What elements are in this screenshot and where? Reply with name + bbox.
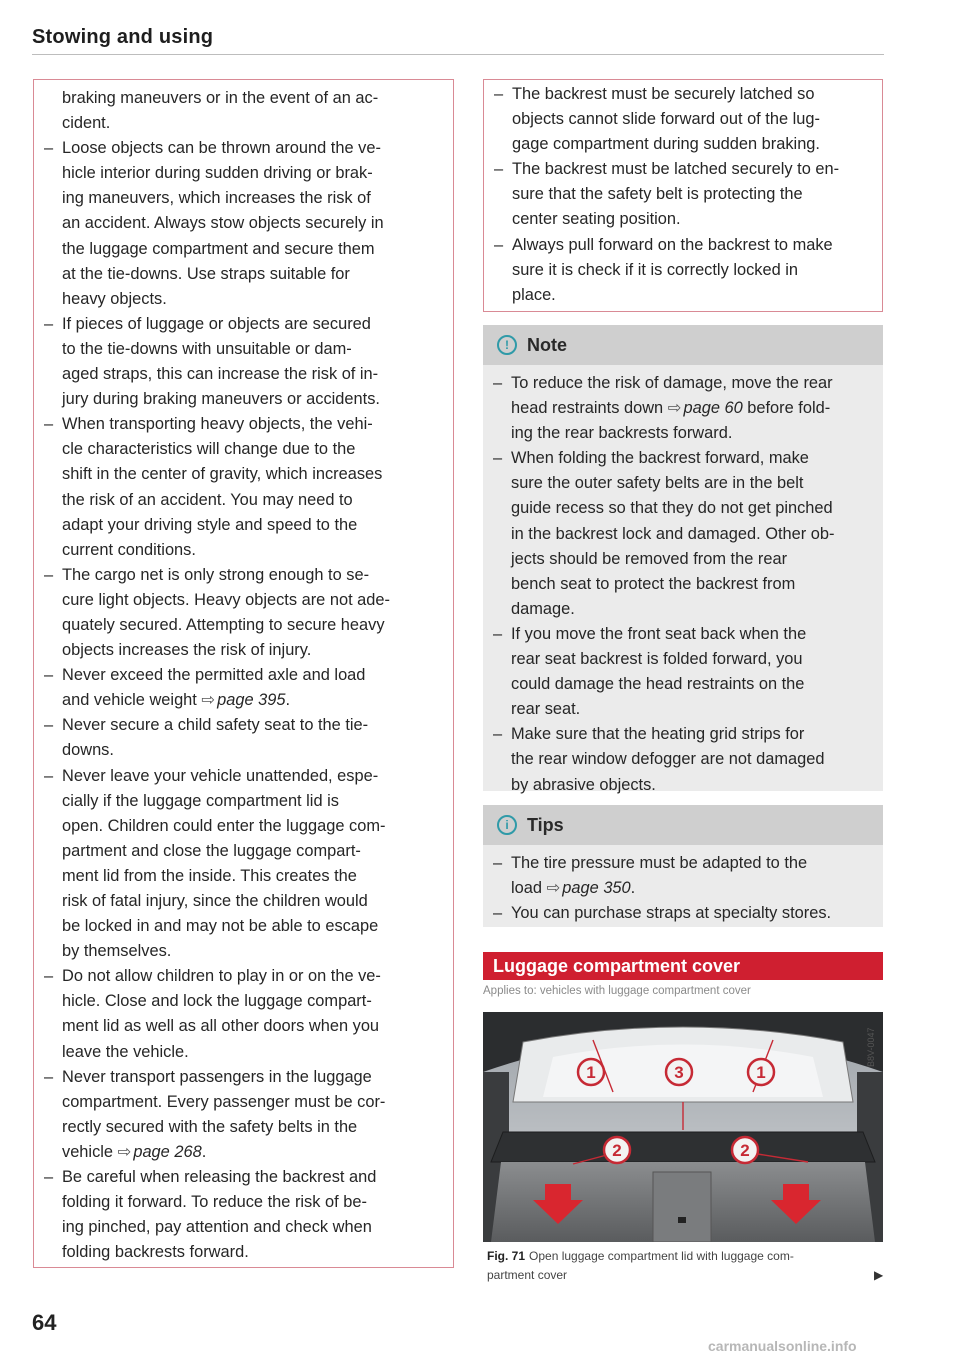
list-item: – Do not allow children to play in or on the ve- hicle. Close and lock the luggage compart- ment lid as well as all other doors when you leave the vehicle. <box>62 964 443 1064</box>
warning-box-continued <box>33 79 454 1268</box>
xref-arrow-icon: ⇨ <box>117 1142 132 1161</box>
list-item: – Never exceed the permitted axle and load and vehicle weight ⇨ page 395. <box>62 663 443 713</box>
list-item: – The tire pressure must be adapted to the load ⇨ page 350. <box>511 851 873 901</box>
section-title-bar: Luggage compartment cover <box>483 952 883 980</box>
backrest-warning-list <box>484 80 882 308</box>
list-item: – Always pull forward on the backrest to make sure it is check if it is correctly locked in place. <box>512 233 872 308</box>
watermark: carmanualsonline.info <box>708 1338 857 1354</box>
caption-text: Open luggage compartment lid with luggage com- partment cover <box>487 1249 794 1282</box>
note-header <box>483 325 883 365</box>
page-reference-link[interactable]: page 395 <box>217 691 286 710</box>
info-icon: i <box>497 815 517 835</box>
list-item: – The backrest must be securely latched so objects cannot slide forward out of the lug- gage compartment during sudden braking. <box>512 82 872 157</box>
note-box <box>483 325 883 794</box>
tips-header <box>483 805 883 845</box>
figure-callout-3 <box>666 1059 692 1085</box>
xref-arrow-icon: ⇨ <box>667 399 682 418</box>
page-reference-link[interactable]: page 350 <box>562 879 631 898</box>
xref-arrow-icon: ⇨ <box>201 691 216 710</box>
applies-to-text: Applies to: vehicles with luggage compartment cover <box>483 985 751 997</box>
list-item: – Never leave your vehicle unattended, espe- cially if the luggage compartment lid is open. Children could enter the luggage com- partment and close the luggage compart- ment lid from the inside. This creates the risk of fatal injury, since the children would be locked in and may not be able to escape by themselves. <box>62 764 443 965</box>
list-item: – Never transport passengers in the luggage compartment. Every passenger must be cor- rectly secured with the safety belts in the vehicle ⇨ page 268. <box>62 1065 443 1165</box>
tips-list <box>483 845 883 926</box>
luggage-cover-figure <box>483 1012 883 1242</box>
caption-label: Fig. 71 <box>487 1249 526 1263</box>
continue-arrow-icon: ▶ <box>874 1268 884 1282</box>
svg-text:1: 1 <box>586 1063 596 1082</box>
luggage-compartment-illustration <box>483 1012 883 1242</box>
exclamation-icon: ! <box>497 335 517 355</box>
list-item: – If you move the front seat back when the rear seat backrest is folded forward, you could damage the head restraints on the rear seat. <box>511 622 873 722</box>
list-item: – The cargo net is only strong enough to se- cure light objects. Heavy objects are not ade- quately secured. Attempting to secure heavy objects increases the risk of injury. <box>62 563 443 663</box>
svg-text:2: 2 <box>612 1141 622 1160</box>
list-item: – Loose objects can be thrown around the ve- hicle interior during sudden driving or brak- ing maneuvers, which increases the risk of an accident. Always stow objects securely in the luggage compartment and secure them at the tie-downs. Use straps suitable for heavy objects. <box>62 136 443 312</box>
note-list <box>483 365 883 798</box>
figure-callout-1 <box>748 1059 774 1085</box>
list-item: – When folding the backrest forward, make sure the outer safety belts are in the belt guide recess so that they do not get pinched in the backrest lock and damaged. Other ob- jects should be removed from the rear bench seat to protect the backrest from damage. <box>511 446 873 622</box>
list-item: – You can purchase straps at specialty stores. <box>511 901 873 926</box>
list-item: – When transporting heavy objects, the vehi- cle characteristics will change due to the shift in the center of gravity, which increases the risk of an accident. You may need to adapt your driving style and speed to the current conditions. <box>62 412 443 563</box>
header-divider <box>32 54 884 55</box>
figure-code: B8V-0047 <box>866 1027 876 1067</box>
page-reference-link[interactable]: page 268 <box>133 1142 202 1161</box>
svg-text:3: 3 <box>674 1063 684 1082</box>
figure-caption <box>487 1247 867 1285</box>
section-header-title: Stowing and using <box>32 26 214 48</box>
figure-callout-2 <box>732 1137 758 1163</box>
list-item: – If pieces of luggage or objects are secured to the tie-downs with unsuitable or dam- aged straps, this can increase the risk of in- jury during braking maneuvers or accidents. <box>62 312 443 412</box>
page-number: 64 <box>32 1310 57 1335</box>
list-item: – Make sure that the heating grid strips for the rear window defogger are not damaged by abrasive objects. <box>511 722 873 797</box>
list-item: braking maneuvers or in the event of an ac- cident. <box>62 89 379 133</box>
svg-text:1: 1 <box>756 1063 766 1082</box>
figure-callout-1 <box>578 1059 604 1085</box>
figure-callout-2 <box>604 1137 630 1163</box>
xref-arrow-icon: ⇨ <box>546 879 561 898</box>
warning-list <box>34 80 453 1265</box>
note-label: Note <box>527 334 567 355</box>
tips-box <box>483 805 883 927</box>
page-reference-link[interactable]: page 60 <box>683 399 743 418</box>
list-item: – Never secure a child safety seat to the tie- downs. <box>62 713 443 763</box>
warning-box-backrest <box>483 79 883 312</box>
tips-label: Tips <box>527 814 564 835</box>
svg-text:2: 2 <box>740 1141 750 1160</box>
list-item: – The backrest must be latched securely to en- sure that the safety belt is protecting the center seating position. <box>512 157 872 232</box>
list-item: – Be careful when releasing the backrest and folding it forward. To reduce the risk of be- ing pinched, pay attention and check when folding backrests forward. <box>62 1165 443 1265</box>
list-item: – To reduce the risk of damage, move the rear head restraints down ⇨ page 60 before fold- ing the rear backrests forward. <box>511 371 873 446</box>
